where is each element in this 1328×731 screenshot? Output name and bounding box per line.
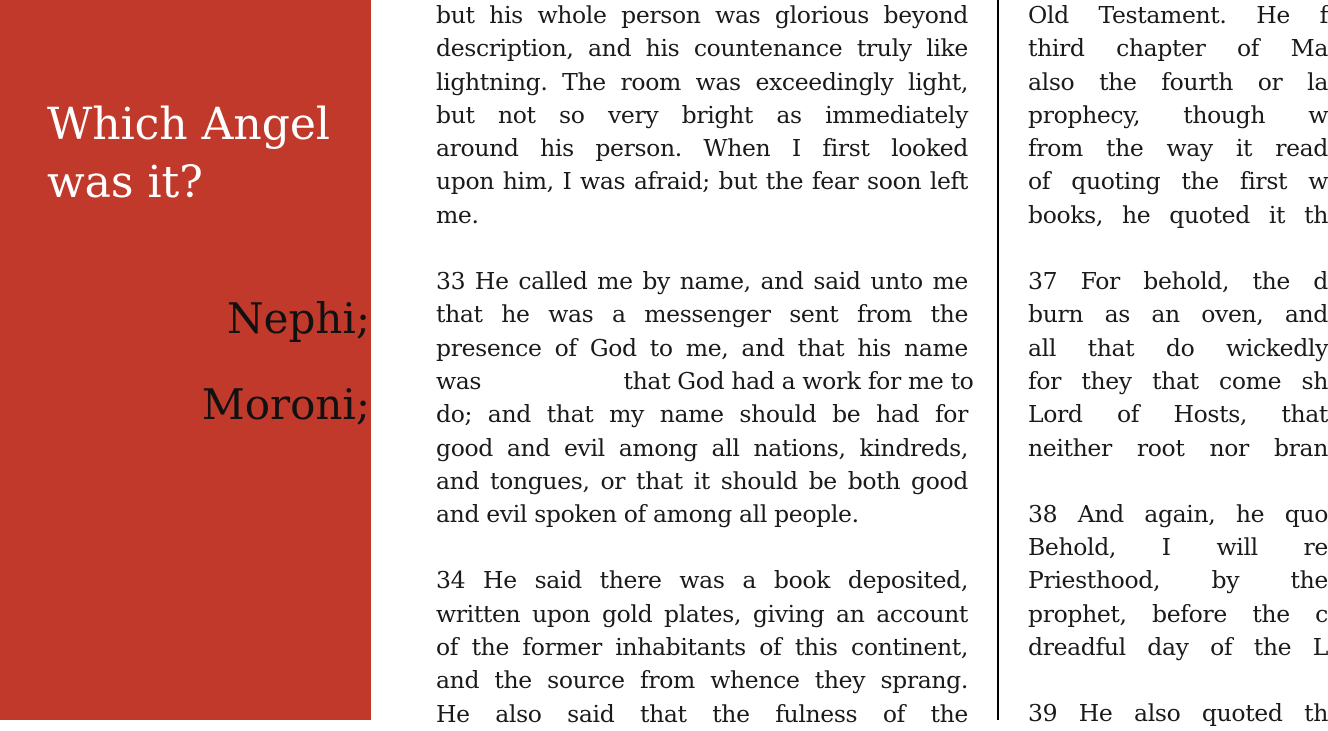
text-line: He also said that the fulness of the bbox=[436, 699, 968, 728]
text-line: but not so very bright as immediately bbox=[436, 100, 968, 129]
scripture-paragraph bbox=[1028, 0, 1328, 232]
text-line: burn as an oven, and bbox=[1028, 300, 1328, 329]
scripture-column-right bbox=[1028, 0, 1328, 728]
text-line: Old Testament. He f bbox=[1028, 1, 1328, 29]
answer-nephi: Nephi; bbox=[226, 294, 370, 343]
column-divider bbox=[997, 0, 999, 720]
scripture-paragraph bbox=[436, 564, 968, 730]
text-line: dreadful day of the L bbox=[1028, 633, 1328, 662]
text-line: for they that come sh bbox=[1028, 366, 1328, 395]
text-line: but his whole person was glorious beyond bbox=[436, 1, 968, 29]
scripture-paragraph bbox=[436, 0, 968, 232]
text-line: of the former inhabitants of this continent, bbox=[436, 633, 968, 662]
text-line: good and evil among all nations, kindreds, bbox=[436, 433, 968, 462]
text-line: also the fourth or la bbox=[1028, 67, 1328, 96]
text-line: Priesthood, by the bbox=[1028, 566, 1328, 595]
text-line: 33 He called me by name, and said unto me bbox=[436, 267, 968, 296]
text-line: 34 He said there was a book deposited, bbox=[436, 566, 968, 595]
text-line: of quoting the first w bbox=[1028, 167, 1328, 196]
text-line: all that do wickedly bbox=[1028, 333, 1328, 362]
text-line: prophecy, though w bbox=[1028, 100, 1328, 129]
text-line: that he was a messenger sent from the bbox=[436, 300, 968, 329]
text-line: books, he quoted it th bbox=[1028, 200, 1328, 229]
scripture-paragraph bbox=[1028, 498, 1328, 664]
text-line: and evil spoken of among all people. bbox=[436, 500, 859, 529]
text-line: and tongues, or that it should be both good bbox=[436, 466, 968, 495]
text-line: description, and his countenance truly like bbox=[436, 34, 968, 63]
text-line: from the way it read bbox=[1028, 134, 1328, 163]
text-line: and the source from whence they sprang. bbox=[436, 666, 968, 695]
answer-moroni: Moroni; bbox=[201, 380, 370, 429]
text-line: around his person. When I first looked bbox=[436, 134, 968, 163]
text-line: 39 He also quoted th bbox=[1028, 699, 1328, 728]
scripture-paragraph bbox=[436, 265, 974, 531]
text-line: neither root nor bran bbox=[1028, 433, 1328, 462]
text-line: Lord of Hosts, that bbox=[1028, 400, 1328, 429]
text-line: presence of God to me, and that his name bbox=[436, 333, 968, 362]
scripture-paragraph bbox=[1028, 265, 1328, 465]
text-line: was that God had a work for me to bbox=[436, 366, 974, 395]
text-line: do; and that my name should be had for bbox=[436, 400, 968, 429]
text-line: written upon gold plates, giving an account bbox=[436, 599, 968, 628]
text-line: 38 And again, he quo bbox=[1028, 499, 1328, 528]
text-line: upon him, I was afraid; but the fear soon left bbox=[436, 167, 968, 196]
text-line: third chapter of Ma bbox=[1028, 34, 1328, 63]
scripture-column-left bbox=[436, 0, 974, 728]
slide-title: Which Angel was it? bbox=[47, 99, 330, 208]
text-line: Behold, I will re bbox=[1028, 533, 1328, 562]
scripture-paragraph bbox=[1028, 697, 1328, 730]
text-line: 37 For behold, the d bbox=[1028, 267, 1328, 296]
text-line: me. bbox=[436, 200, 479, 229]
text-line: prophet, before the c bbox=[1028, 599, 1328, 628]
text-line: lightning. The room was exceedingly light, bbox=[436, 67, 968, 96]
